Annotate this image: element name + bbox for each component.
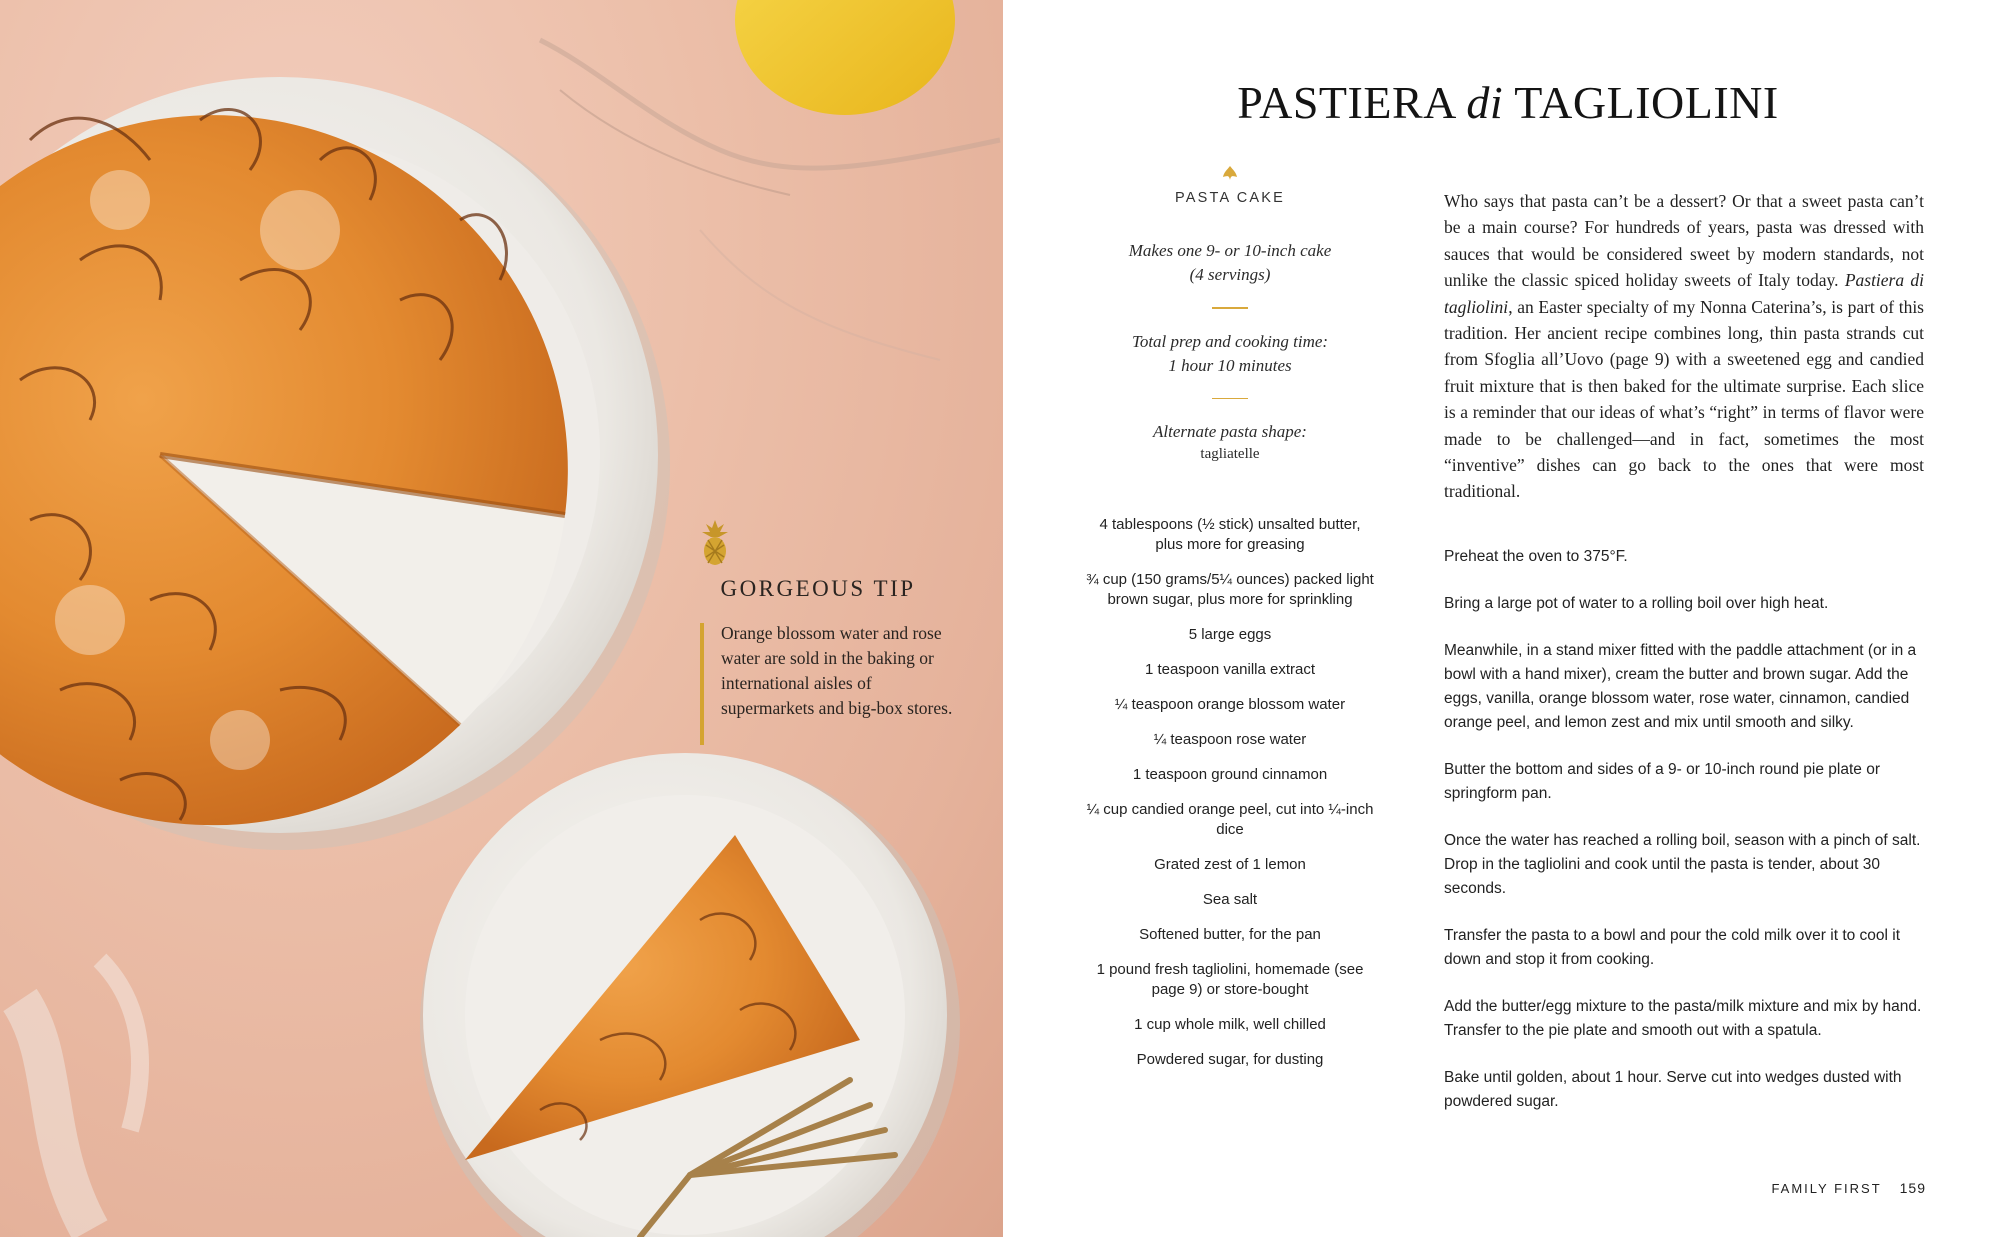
ingredient-item: 1 teaspoon vanilla extract [1144,661,1316,678]
recipe-info-column [1085,164,1375,464]
ingredient-item: Grated zest of 1 lemon [1154,856,1306,873]
recipe-kicker: PASTA CAKE [1174,190,1286,206]
method-step: Butter the bottom and sides of a 9- or 10-inch round pie plate or springform pan. [1444,761,1880,802]
method-steps [1444,545,1924,1137]
yield-line-1: Makes one 9- or 10-inch cake [1128,241,1332,260]
method-step: Once the water has reached a rolling boil, season with a pinch of salt. Drop in the tagliolini and cook until the pasta is tender, about 30 seconds. [1444,832,1921,897]
ingredient-item: 1 cup whole milk, well chilled [1134,1016,1326,1033]
time-line-2: 1 hour 10 minutes [1168,355,1292,375]
recipe-title [1003,76,2000,129]
page-footer [1740,1180,1926,1196]
alt-shape-label: Alternate pasta shape: [1153,422,1307,441]
intro-text-a: Who says that pasta can’t be a dessert? Or that a sweet pasta can’t be a main course? For hundreds of years, pasta was dressed with sauces that would be considered sweet by modern standards, not unlike the classic spiced holiday sweets of Italy today. [1444,191,1924,291]
ingredient-item: ¾ cup (150 grams/5¼ ounces) packed light brown sugar, plus more for sprinkling [1086,571,1374,608]
ingredient-item: 4 tablespoons (½ stick) unsalted butter, plus more for greasing [1099,516,1361,553]
intro-italic: Pastiera di tagliolini [1444,270,1924,317]
tip-title: GORGEOUS TIP [720,576,916,601]
method-step: Meanwhile, in a stand mixer fitted with the paddle attachment (or in a bowl with a hand mixer), cream the butter and brown sugar. Add the eggs, vanilla, orange blossom water, rose water, cinnamon, candied orange peel, and lemon zest and mix until smooth and silky. [1444,642,1917,731]
yield-line-2: (4 servings) [1189,265,1271,284]
recipe-intro [1444,188,1924,505]
recipe-time [1085,330,1375,378]
divider [1212,398,1248,400]
title-part-3: TAGLIOLINI [1503,77,1779,128]
ingredient-item: ¼ teaspoon rose water [1153,731,1307,748]
method-step: Bake until golden, about 1 hour. Serve cut into wedges dusted with powdered sugar. [1444,1069,1902,1110]
alt-shape-value: tagliatelle [1200,446,1260,462]
ingredient-item: ¼ teaspoon orange blossom water [1114,696,1346,713]
ingredient-item: Powdered sugar, for dusting [1136,1051,1324,1068]
tip-accent-bar [700,623,704,745]
ingredient-item: ¼ cup candied orange peel, cut into ¼-inch dice [1086,801,1374,838]
ingredient-item: Softened butter, for the pan [1139,926,1321,943]
pineapple-icon [700,520,730,566]
method-step: Transfer the pasta to a bowl and pour the cold milk over it to cool it down and stop it from cooking. [1444,927,1901,968]
time-line-1: Total prep and cooking time: [1131,331,1329,351]
ingredient-item: 1 pound fresh tagliolini, homemade (see page 9) or store-bought [1096,961,1364,998]
title-part-2: di [1466,77,1504,128]
intro-text-b: , an Easter specialty of my Nonna Caterina’s, is part of this tradition. Her ancient recipe combines long, thin pasta strands cut from Sfoglia all’Uovo (page 9) with a sweetened egg and candied fruit mixture that is then baked for the ultimate surprise. Each slice is a reminder that our ideas of what’s “right” in terms of flavor were made to be challenged—and in fact, sometimes the most “inventive” dishes can go back to the ones that were most traditional. [1444,296,1924,502]
method-step: Preheat the oven to 375°F. [1444,548,1628,565]
recipe-yield [1085,239,1375,287]
method-step: Add the butter/egg mixture to the pasta/milk mixture and mix by hand. Transfer to the pie plate and smooth out with a spatula. [1444,998,1922,1039]
ingredient-item: 5 large eggs [1188,626,1272,643]
tip-body: Orange blossom water and rose water are sold in the baking or international aisles of supermarkets and big-box stores. [721,623,953,718]
method-step: Bring a large pot of water to a rolling boil over high heat. [1444,595,1829,612]
ingredient-item: 1 teaspoon ground cinnamon [1132,766,1328,783]
ingredient-item: Sea salt [1202,891,1258,908]
title-part-1: PASTIERA [1237,77,1467,128]
page-number: 159 [1899,1180,1926,1196]
footer-section: FAMILY FIRST [1771,1181,1882,1196]
divider [1212,307,1248,309]
ingredient-list [1085,515,1375,1085]
leaf-ornament-icon [1221,164,1239,182]
